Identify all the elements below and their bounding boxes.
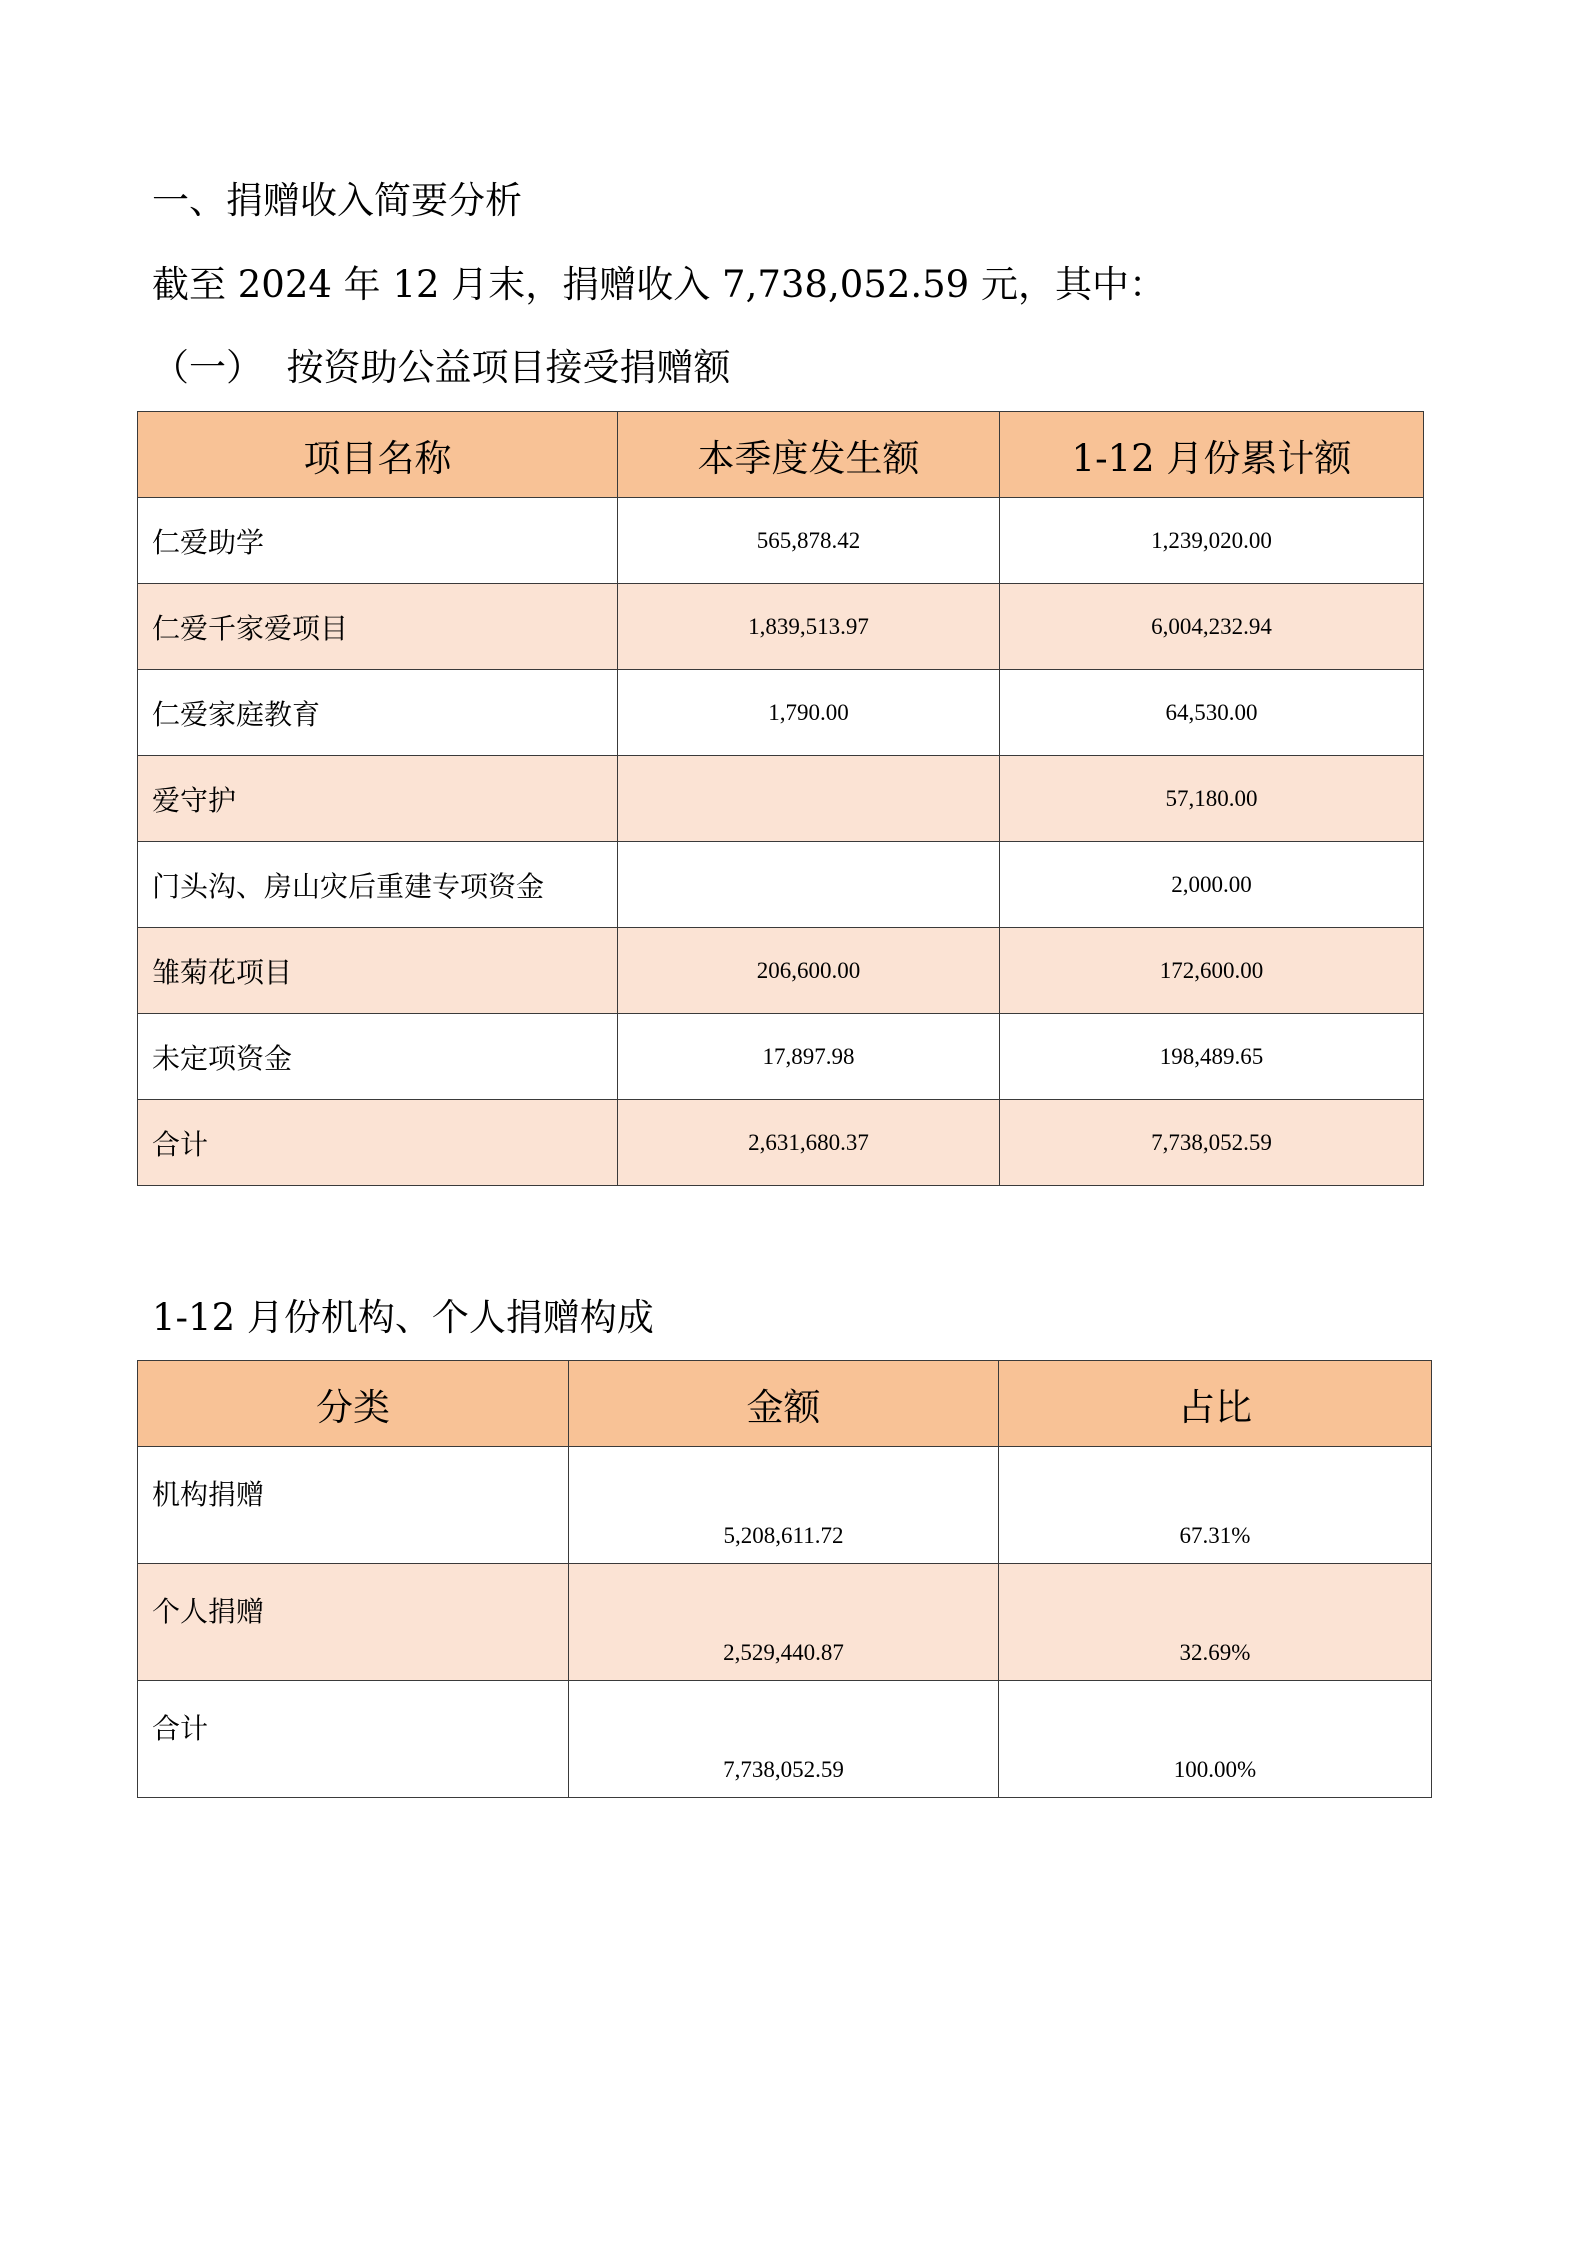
ytd-amount: 2,000.00 <box>1000 842 1424 928</box>
column-header-category: 分类 <box>138 1361 569 1447</box>
project-name: 爱守护 <box>138 756 618 842</box>
project-name: 仁爱千家爱项目 <box>138 584 618 670</box>
column-header-project: 项目名称 <box>138 412 618 498</box>
amount-value: 7,738,052.59 <box>569 1681 999 1798</box>
column-header-amount: 金额 <box>569 1361 999 1447</box>
table-row <box>138 498 1424 584</box>
quarter-amount: 1,790.00 <box>618 670 1000 756</box>
quarter-amount: 206,600.00 <box>618 928 1000 1014</box>
project-donation-table <box>137 411 1424 1186</box>
quarter-amount: 565,878.42 <box>618 498 1000 584</box>
ytd-amount: 1,239,020.00 <box>1000 498 1424 584</box>
donation-summary: 截至 2024 年 12 月末，捐赠收入 7,738,052.59 元，其中： <box>152 263 1166 306</box>
table-row <box>138 1447 1432 1564</box>
ytd-amount: 6,004,232.94 <box>1000 584 1424 670</box>
section2-title: 1-12 月份机构、个人捐赠构成 <box>152 1296 654 1339</box>
table-header-row <box>138 412 1424 498</box>
amount-value: 5,208,611.72 <box>569 1447 999 1564</box>
table-row <box>138 670 1424 756</box>
ytd-amount: 57,180.00 <box>1000 756 1424 842</box>
category-name: 个人捐赠 <box>138 1564 569 1681</box>
ytd-amount: 64,530.00 <box>1000 670 1424 756</box>
table-header-row <box>138 1361 1432 1447</box>
column-header-ytd: 1-12 月份累计额 <box>1000 412 1424 498</box>
ytd-amount: 198,489.65 <box>1000 1014 1424 1100</box>
table-row <box>138 584 1424 670</box>
project-name: 仁爱助学 <box>138 498 618 584</box>
table-row <box>138 1014 1424 1100</box>
quarter-amount <box>618 842 1000 928</box>
table-row <box>138 1564 1432 1681</box>
column-header-quarter: 本季度发生额 <box>618 412 1000 498</box>
ratio-value: 32.69% <box>999 1564 1432 1681</box>
quarter-amount: 1,839,513.97 <box>618 584 1000 670</box>
table-total-row <box>138 1100 1424 1186</box>
donor-composition-table <box>137 1360 1432 1798</box>
project-name: 雏菊花项目 <box>138 928 618 1014</box>
project-name: 未定项资金 <box>138 1014 618 1100</box>
project-name: 仁爱家庭教育 <box>138 670 618 756</box>
table-row <box>138 842 1424 928</box>
quarter-amount <box>618 756 1000 842</box>
table-total-row <box>138 1681 1432 1798</box>
column-header-ratio: 占比 <box>999 1361 1432 1447</box>
amount-value: 2,529,440.87 <box>569 1564 999 1681</box>
subsection-title: （一） 按资助公益项目接受捐赠额 <box>152 346 731 389</box>
quarter-amount: 2,631,680.37 <box>618 1100 1000 1186</box>
ratio-value: 100.00% <box>999 1681 1432 1798</box>
project-name: 合计 <box>138 1100 618 1186</box>
quarter-amount: 17,897.98 <box>618 1014 1000 1100</box>
category-name: 机构捐赠 <box>138 1447 569 1564</box>
table-row <box>138 756 1424 842</box>
section-title: 一、捐赠收入简要分析 <box>152 179 522 222</box>
category-name: 合计 <box>138 1681 569 1798</box>
project-name: 门头沟、房山灾后重建专项资金 <box>138 842 618 928</box>
ytd-amount: 172,600.00 <box>1000 928 1424 1014</box>
ratio-value: 67.31% <box>999 1447 1432 1564</box>
table-row <box>138 928 1424 1014</box>
ytd-amount: 7,738,052.59 <box>1000 1100 1424 1186</box>
